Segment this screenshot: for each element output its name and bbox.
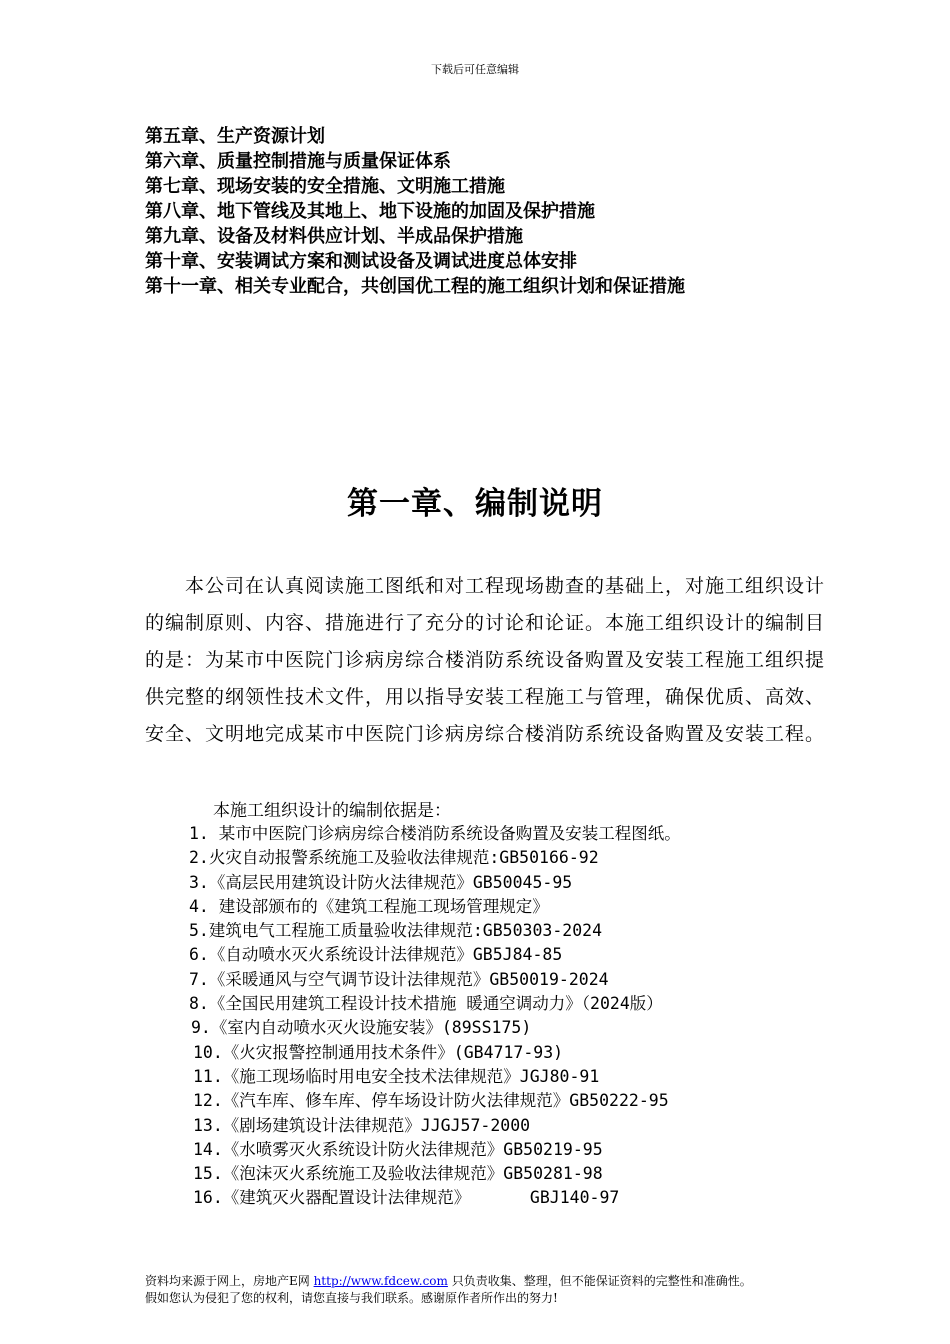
reference-item: 10.《火灾报警控制通用技术条件》(GB4717-93) (193, 1042, 564, 1062)
footer-text: 只负责收集、整理，但不能保证资料的完整性和准确性。 (447, 1274, 752, 1288)
footer-line-2: 假如您认为侵犯了您的权利，请您直接与我们联系。感谢原作者所作出的努力! (145, 1291, 558, 1305)
reference-item: 3.《高层民用建筑设计防火法律规范》GB50045-95 (189, 872, 573, 892)
toc-item: 第十一章、相关专业配合，共创国优工程的施工组织计划和保证措施 (145, 276, 685, 297)
toc-item: 第九章、设备及材料供应计划、半成品保护措施 (145, 226, 523, 247)
toc-item: 第七章、现场安装的安全措施、文明施工措施 (145, 176, 505, 197)
reference-item: 16.《建筑灭火器配置设计法律规范》 GBJ140-97 (193, 1188, 620, 1208)
reference-item: 14.《水喷雾灭火系统设计防火法律规范》GB50219-95 (193, 1139, 603, 1159)
reference-list (145, 822, 845, 1211)
reference-item: 8.《全国民用建筑工程设计技术措施 暖通空调动力》（2024版） (189, 994, 663, 1014)
reference-item: 4. 建设部颁布的《建筑工程施工现场管理规定》 (189, 896, 549, 916)
source-link[interactable]: http://www.fdcew.com (313, 1274, 448, 1288)
toc-item: 第八章、地下管线及其地上、地下设施的加固及保护措施 (145, 201, 595, 222)
reference-item: 6.《自动喷水灭火系统设计法律规范》GB5J84-85 (189, 945, 563, 965)
page-footer (145, 1273, 865, 1307)
reference-item: 5.建筑电气工程施工质量验收法律规范:GB50303-2024 (189, 921, 603, 941)
footer-line-1 (145, 1273, 865, 1290)
reference-item: 15.《泡沫灭火系统施工及验收法律规范》GB50281-98 (193, 1164, 603, 1184)
intro-paragraph (145, 568, 835, 753)
footer-text: 资料均来源于网上，房地产E网 (145, 1274, 314, 1288)
reference-item: 1. 某市中医院门诊病房综合楼消防系统设备购置及安装工程图纸。 (189, 824, 681, 843)
reference-item: 7.《采暖通风与空气调节设计法律规范》GB50019-2024 (189, 969, 609, 989)
chapter-title: 第一章、编制说明 (347, 486, 603, 522)
table-of-contents (145, 124, 885, 299)
page-header: 下载后可任意编辑 (431, 63, 519, 76)
reference-item: 12.《汽车库、修车库、停车场设计防火法律规范》GB50222-95 (193, 1091, 669, 1111)
reference-item: 2.火灾自动报警系统施工及验收法律规范:GB50166-92 (189, 848, 599, 868)
toc-item: 第五章、生产资源计划 (145, 126, 325, 147)
toc-item: 第六章、质量控制措施与质量保证体系 (145, 151, 451, 172)
reference-item: 11.《施工现场临时用电安全技术法律规范》JGJ80-91 (193, 1066, 600, 1086)
basis-heading: 本施工组织设计的编制依据是： (213, 801, 451, 821)
reference-item: 13.《剧场建筑设计法律规范》JJGJ57-2000 (193, 1115, 531, 1135)
reference-item: 9.《室内自动喷水灭火设施安装》(89SS175) (191, 1018, 532, 1038)
intro-text: 本公司在认真阅读施工图纸和对工程现场勘查的基础上，对施工组织设计的编制原则、内容、措施进行了充分的讨论和论证。本施工组织设计的编制目的是：为某市中医院门诊病房综合楼消防系统设备购置及安装工程施工组织提供完整的纲领性技术文件，用以指导安装工程施工与管理，确保优质、高效、安全、文明地完成某市中医院门诊病房综合楼消防系统设备购置及安装工程。 (145, 575, 826, 745)
toc-item: 第十章、安装调试方案和测试设备及调试进度总体安排 (145, 251, 577, 272)
